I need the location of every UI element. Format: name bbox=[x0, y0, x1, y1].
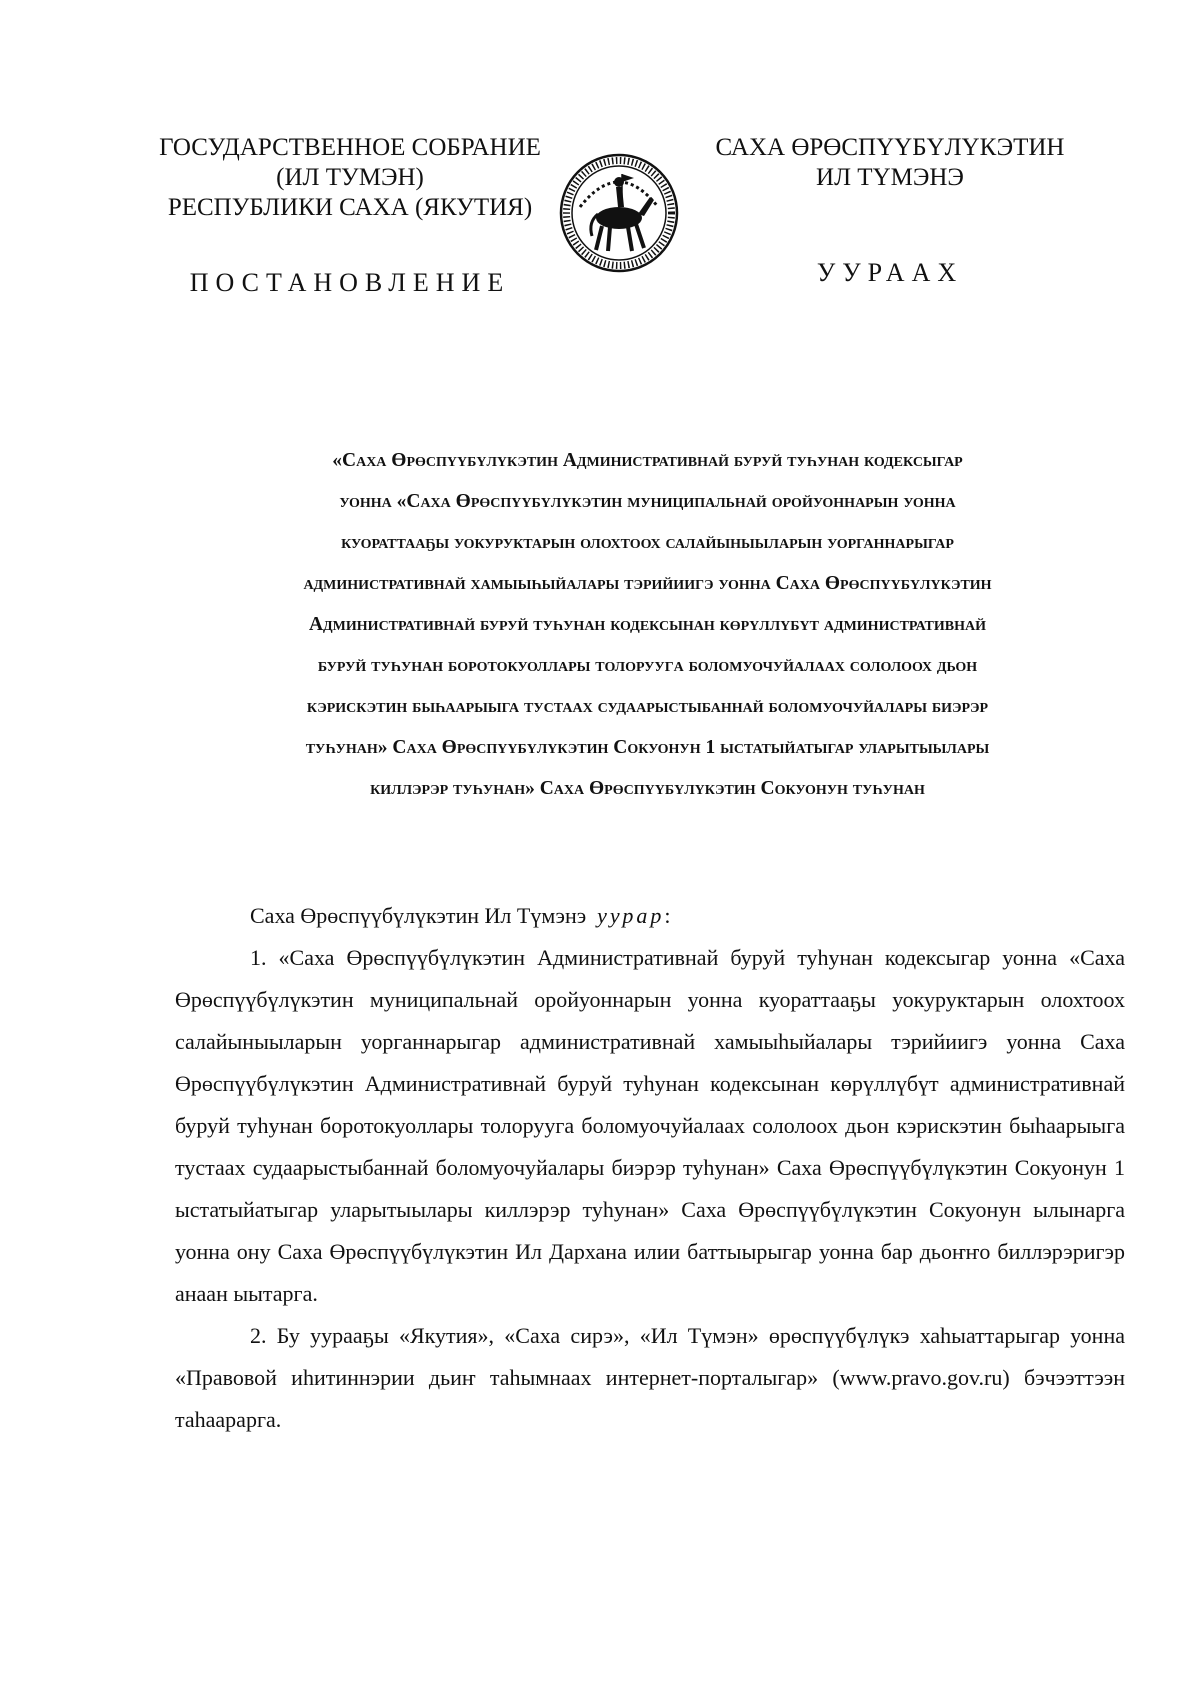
intro-colon: : bbox=[664, 903, 671, 928]
title-line: Административнай буруй туһунан кодексынан көрүллүбүт административнай bbox=[308, 614, 987, 635]
document-body bbox=[175, 895, 1125, 1441]
title-line: «Саха Өрөспүүбүлүкэтин Административнай буруй туһунан кодексыгар bbox=[332, 450, 963, 471]
resolution-intro bbox=[175, 895, 1125, 937]
issuer-name-russian bbox=[130, 133, 570, 223]
title-line: туһунан» Саха Өрөспүүбүлүкэтин Сокуонун 1 ыстатыйатыгар уларытыылары bbox=[305, 737, 990, 758]
issuer-line: ИЛ ТҮМЭНЭ bbox=[816, 164, 964, 191]
issuer-line: ГОСУДАРСТВЕННОЕ СОБРАНИЕ bbox=[159, 134, 541, 161]
sakha-coat-of-arms-icon bbox=[558, 152, 680, 274]
title-line: куораттааҕы уокуруктарын олохтоох салайыныыларын уорганнарыгар bbox=[341, 532, 954, 553]
title-line: административнай хамыыһыйалары тэрийиигэ уонна Саха Өрөспүүбүлүкэтин bbox=[303, 573, 992, 594]
paragraph-2: 2. Бу уурааҕы «Якутия», «Саха сирэ», «Ил Түмэн» өрөспүүбүлүкэ хаһыаттарыгар уонна «Правовой иһитиннэрии дьиҥ таһымнаах интернет-порталыгар» (www.pravo.gov.ru) бэчээттээн таһаарарга. bbox=[175, 1323, 1125, 1432]
title-line: киллэрэр туһунан» Саха Өрөспүүбүлүкэтин Сокуонун туһунан bbox=[370, 778, 925, 799]
issuer-name-sakha bbox=[700, 133, 1080, 193]
title-line: уонна «Саха Өрөспүүбүлүкэтин муниципальнай оройуоннарын уонна bbox=[339, 491, 956, 512]
intro-text: Саха Өрөспүүбүлүкэтин Ил Түмэнэ bbox=[250, 903, 587, 928]
doc-type-sakha: УУРААХ bbox=[816, 258, 964, 287]
issuer-line: РЕСПУБЛИКИ САХА (ЯКУТИЯ) bbox=[167, 194, 533, 221]
paragraph-1: 1. «Саха Өрөспүүбүлүкэтин Административнай буруй туһунан кодексыгар уонна «Саха Өрөспүүбүлүкэтин муниципальнай оройуоннарын уонна куораттааҕы уокуруктарын олохтоох салайыныыларын уорганнарыгар административнай хамыыһыйалары тэрийиигэ уонна Саха Өрөспүүбүлүкэтин Административнай буруй туһунан кодексынан көрүллүбүт административнай буруй туһунан боротокуоллары толоруугa боломуочуйалаах сололоох дьон кэрискэтин быһаарыыга тустаах судаарыстыбаннай боломуочуйалары биэрэр туһунан» Саха Өрөспүүбүлүкэтин Сокуонун 1 ыстатыйатыгар уларытыылары киллэрэр туһунан» Саха Өрөспүүбүлүкэтин Сокуонун ылынарга уонна ону Саха Өрөспүүбүлүкэтин Ил Дархана илии баттыырыгар уонна бар дьоҥҥо биллэрэригэр анаан ыытарга. bbox=[175, 945, 1125, 1306]
intro-verb: уурар bbox=[597, 903, 665, 928]
document-title bbox=[170, 440, 1125, 809]
issuer-line: (ИЛ ТУМЭН) bbox=[276, 164, 424, 191]
doc-type-russian: ПОСТАНОВЛЕНИЕ bbox=[189, 268, 511, 297]
title-line: буруй туһунан боротокуоллары толоруугa боломуочуйалаах сололоох дьон bbox=[317, 655, 978, 676]
title-line: кэрискэтин быһаарыыга тустаах судаарыстыбаннай боломуочуйалары биэрэр bbox=[306, 696, 989, 717]
issuer-line: САХА ӨРӨСПҮҮБҮЛҮКЭТИН bbox=[715, 134, 1065, 161]
